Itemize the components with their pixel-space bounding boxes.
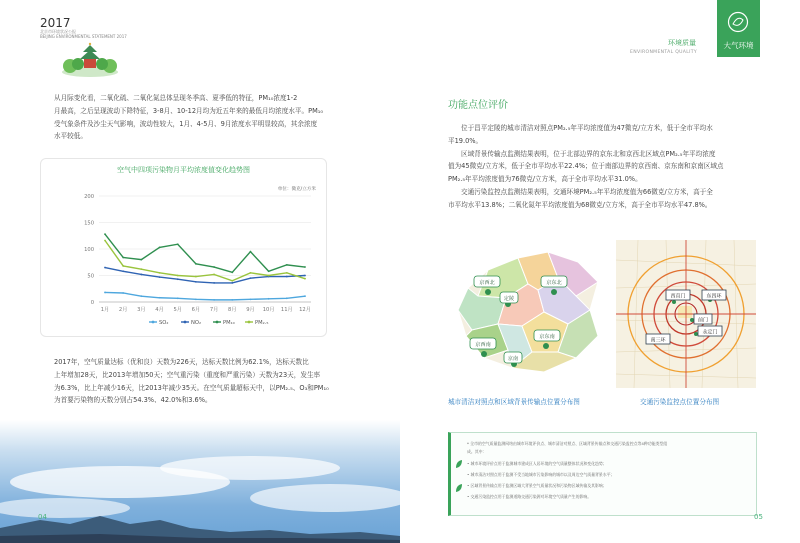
note-line: • 交通污染监控点用于监测道路交通污染源对环境空气质量产生的影响。 (467, 494, 592, 499)
data-point (122, 292, 124, 294)
data-point (250, 277, 252, 279)
x-tick-label: 12月 (299, 307, 311, 313)
section-tag-en: ENVIRONMENTAL QUALITY (630, 50, 697, 55)
map2-label: 前门 (697, 317, 709, 324)
paragraph-traffic-point (448, 186, 758, 212)
x-tick-label: 10月 (262, 307, 275, 313)
y-tick-label: 100 (84, 246, 94, 253)
right-page (400, 0, 800, 543)
map1-label: 定陵 (503, 296, 515, 302)
data-point (177, 278, 179, 280)
series-line (105, 292, 305, 299)
note-line: • 城市清洁对照点用于监测不受当地城市污染影响的城市以及周边空气质量背景水平； (467, 472, 615, 477)
data-point (268, 270, 270, 272)
data-point (140, 268, 142, 270)
map2-caption: 交通污染监控点位置分布图 (640, 398, 720, 406)
note-line: • 区域背景传输点用于监测区域大背景空气质量状况和污染物区域传输及其影响； (467, 483, 607, 488)
data-point (140, 295, 142, 297)
district-map (448, 240, 620, 388)
data-point (195, 298, 197, 300)
data-point (159, 272, 161, 274)
chart-title: 空气中四项污染物月平均浓度值变化趋势图 (117, 166, 250, 174)
sky-photo (0, 420, 400, 543)
y-tick-label: 200 (84, 193, 94, 200)
x-tick-label: 2月 (118, 307, 128, 313)
report-subtitle-zh: 北京市环境状况公报 (40, 29, 76, 34)
data-point (231, 282, 233, 284)
data-point (250, 298, 252, 300)
page-number-left: 04 (38, 513, 47, 521)
data-point (286, 276, 288, 278)
report-year: 2017 (40, 16, 71, 30)
traffic-map (616, 240, 756, 388)
data-point (268, 275, 270, 277)
series-line (105, 241, 305, 281)
data-point (104, 240, 106, 242)
data-point (231, 271, 233, 273)
section-title: 功能点位评价 (448, 100, 508, 111)
data-point (122, 270, 124, 272)
notes-box (448, 432, 757, 516)
data-point (304, 295, 306, 297)
x-tick-label: 6月 (191, 307, 201, 313)
data-point (177, 297, 179, 299)
x-tick-label: 9月 (246, 307, 255, 313)
x-tick-label: 5月 (173, 307, 182, 313)
pollutant-trend-chart (40, 158, 327, 337)
intro-line: 月最高，之后呈现波动下降特征，3-8月、10-12月均为近五年来的最低月均浓度水平。PM₁₀ (54, 106, 324, 115)
x-tick-label: 8月 (228, 307, 237, 313)
x-tick-label: 4月 (155, 307, 164, 313)
data-point (286, 272, 288, 274)
map1-label: 京西北 (479, 280, 495, 286)
data-point (159, 276, 161, 278)
data-point (104, 292, 106, 294)
chart-plot (41, 159, 326, 336)
section-tag (717, 0, 760, 57)
y-tick-label: 0 (90, 299, 94, 306)
map1-label: 京南 (507, 356, 519, 362)
series-line (105, 234, 305, 272)
paragraph-line: 位于昌平定陵的城市清洁对照点PM₂.₅年平均浓度值为47微克/立方米，低于全市平均水 (461, 124, 713, 132)
data-point (177, 275, 179, 277)
leaf-icon (455, 459, 463, 469)
section-tag-label: 大气环境 (723, 41, 754, 50)
map2-label: 西直门 (670, 293, 686, 300)
map1-label: 京东南 (539, 334, 555, 340)
intro-paragraph (54, 92, 364, 143)
data-point (104, 267, 106, 269)
y-tick-label: 50 (87, 273, 94, 280)
paragraph-line: PM₂.₅年平均浓度值为76微克/立方米，高于全市平均水平31.0%。 (448, 175, 642, 184)
legend-label: NO₂ (191, 319, 202, 326)
report-subtitle (40, 29, 127, 39)
legend-label: SO₂ (159, 319, 169, 326)
intro-line: 受气象条件及沙尘天气影响，波动性较大，1月、4-5月、9月浓度水平明显较高，其余浓度 (54, 119, 318, 128)
legend-marker (184, 321, 187, 324)
data-point (140, 259, 142, 261)
data-point (304, 275, 306, 277)
paragraph-line: 平19.0%。 (448, 136, 483, 145)
section-tag-zh: 环境质量 (668, 39, 696, 47)
summary-line: 为首要污染物的天数分别占54.3%、42.0%和3.6%。 (54, 396, 212, 405)
data-point (140, 274, 142, 276)
note-line: • 城市环境评价点用于监测城市建成区人居环境的空气质量整体状况和变化趋势； (467, 461, 607, 466)
data-point (213, 266, 215, 268)
data-point (304, 266, 306, 268)
data-point (268, 298, 270, 300)
data-point (250, 272, 252, 274)
note-line: 成。其中： (467, 449, 487, 454)
data-point (231, 280, 233, 282)
map2-label: 永定门 (702, 329, 718, 336)
data-point (213, 299, 215, 301)
x-tick-label: 1月 (100, 307, 110, 313)
summary-paragraph (54, 356, 364, 407)
summary-line: 上年增加28天，比2013年增加50天；空气重污染（重度和严重污染）天数为23天，发生率 (54, 370, 321, 379)
x-tick-label: 3月 (137, 307, 146, 313)
map2-label: 南三环 (650, 337, 666, 344)
data-point (159, 297, 161, 299)
data-point (122, 265, 124, 267)
data-point (286, 297, 288, 299)
leaf-icon (455, 483, 463, 493)
data-point (195, 281, 197, 283)
paragraph-line: 区域背景传输点监测结果表明，位于北部边界的京东北和京西北区域点PM₂.₅年平均浓度 (461, 149, 716, 158)
leaf-circle-icon (727, 11, 749, 33)
legend-marker (216, 321, 219, 324)
temple-logo-icon (60, 42, 120, 78)
summary-line: 2017年，空气质量达标（优和良）天数为226天，达标天数比例为62.1%，达标天数比 (54, 358, 309, 366)
legend-label: PM₁₀ (223, 319, 235, 326)
data-point (195, 263, 197, 265)
data-point (122, 257, 124, 259)
right-paragraphs (448, 122, 758, 212)
intro-line: 从月际变化看，二氧化硫、二氧化氮总体呈现冬季高、夏季低的特征，PM₁₀浓度1-2 (54, 94, 298, 102)
data-point (195, 276, 197, 278)
data-point (159, 247, 161, 249)
x-tick-label: 7月 (209, 307, 219, 313)
y-tick-label: 150 (84, 220, 94, 227)
legend-label: PM₂.₅ (255, 319, 269, 326)
x-tick-label: 11月 (280, 307, 293, 313)
note-line: * 全市的空气质量监测网络由城市环境评价点、城市清洁对照点、区域背景传输点和交通污染监控点等4种功能类型组 (467, 441, 668, 446)
paragraph-line: 市平均水平13.8%；二氧化氮年平均浓度值为68微克/立方米，高于全市平均水平47.8%。 (448, 200, 712, 209)
map2-label: 东四环 (706, 293, 722, 300)
paragraph-clean-point (448, 122, 758, 148)
report-subtitle-en: BEIJING ENVIRONMENTAL STATEMENT 2017 (40, 34, 127, 39)
data-point (231, 299, 233, 301)
intro-line: 水平较低。 (54, 132, 87, 141)
map1-label: 京西南 (475, 342, 491, 348)
data-point (213, 282, 215, 284)
page-number-right: 05 (754, 513, 763, 521)
data-point (286, 264, 288, 266)
paragraph-line: 值为45微克/立方米，低于全市平均水平22.4%；位于南部边界的京西南、京东南和京南区域点 (448, 162, 724, 171)
data-point (250, 251, 252, 253)
summary-line: 为6.3%，比上年减少16天，比2013年减少35天。在空气质量超标天中，以PM₂.₅、O₃和PM₁₀ (54, 383, 329, 392)
map1-label: 京东北 (546, 280, 562, 286)
data-point (177, 243, 179, 245)
legend-marker (248, 321, 251, 324)
paragraph-line: 交通污染监控点监测结果表明，交通环境PM₂.₅年平均浓度值为66微克/立方米，高于全 (461, 187, 713, 196)
legend-marker (152, 321, 155, 324)
map1-caption: 城市清洁对照点和区域背景传输点位置分布图 (448, 398, 580, 406)
paragraph-background-point (448, 148, 758, 186)
data-point (304, 278, 306, 280)
chart-unit: 单位：微克/立方米 (277, 187, 316, 192)
data-point (213, 274, 215, 276)
data-point (104, 233, 106, 235)
